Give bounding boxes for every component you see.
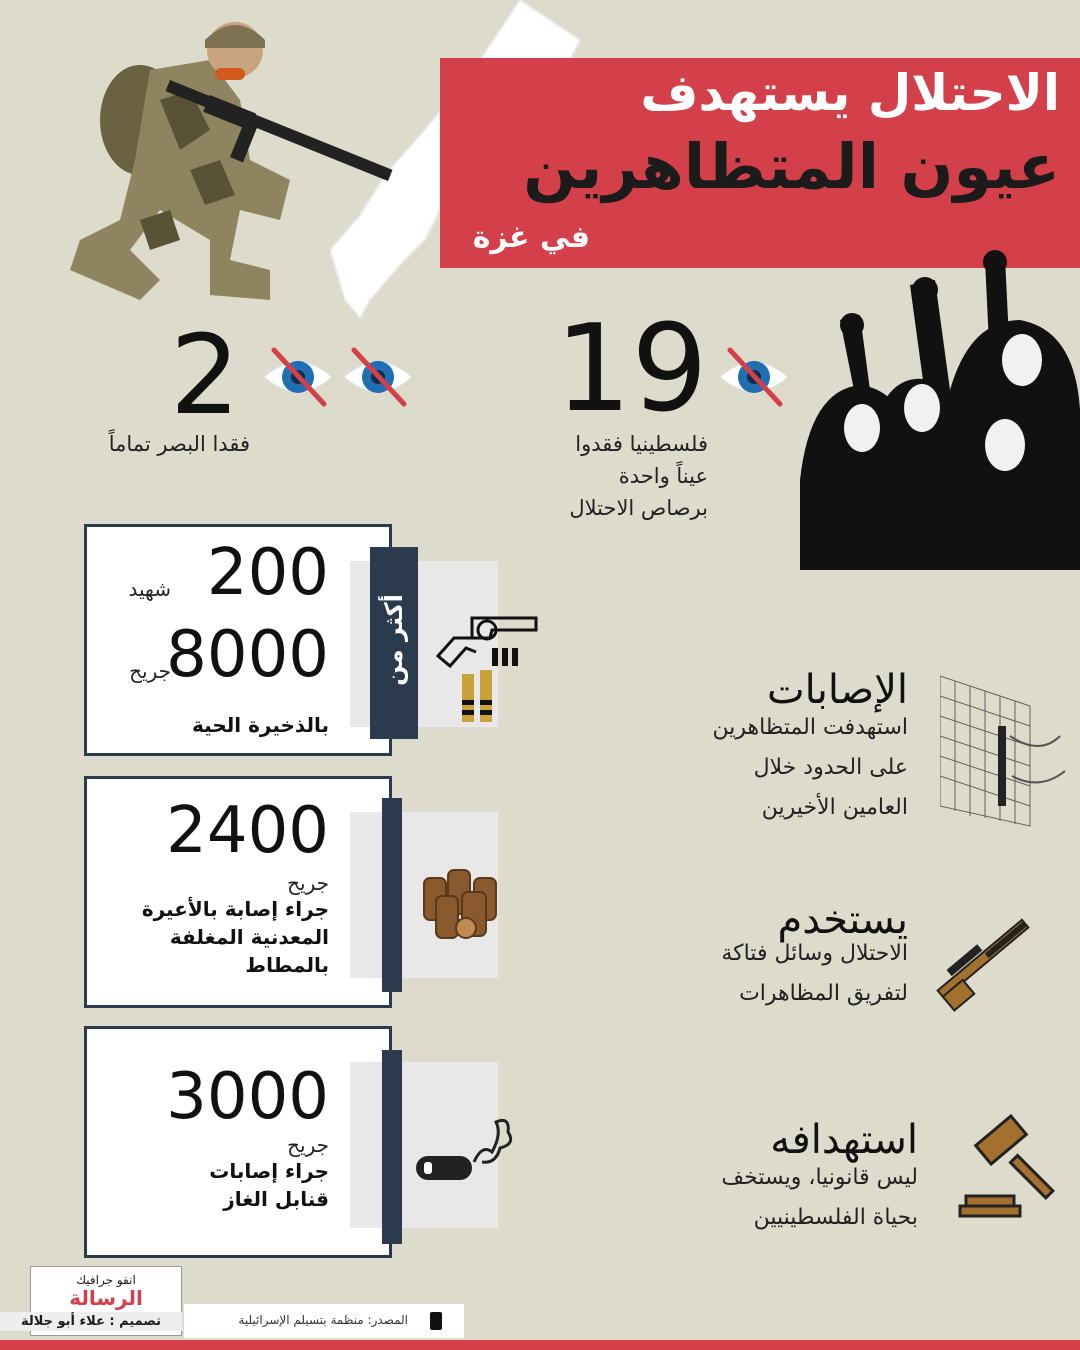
card-accent-bar xyxy=(382,798,402,992)
barbed-fence-icon xyxy=(940,666,1070,832)
title-line-2: عيون المتظاهرين xyxy=(523,130,1060,203)
section-line: الاحتلال وسائل فتاكة xyxy=(721,941,908,966)
lost-one-eye-caption xyxy=(480,428,708,524)
lost-sight-number: 2 xyxy=(170,311,240,439)
killed-number: 200 xyxy=(206,536,329,610)
source-text: المصدر: منظمة بتسيلم الإسرائيلية xyxy=(238,1313,408,1327)
gas-label: جريح xyxy=(287,1133,329,1157)
caption-line: جراء إصابات xyxy=(209,1159,329,1183)
document-icon xyxy=(430,1312,442,1330)
live-ammo-card xyxy=(84,524,392,756)
gavel-icon xyxy=(958,1114,1068,1220)
rubber-bullets-icon xyxy=(418,862,508,946)
caption-line: المعدنية المغلفة xyxy=(169,925,329,949)
crossed-eye-icon xyxy=(262,342,334,412)
lost-one-eye-number: 19 xyxy=(555,300,708,439)
gas-card xyxy=(84,1026,392,1258)
bottom-red-strip xyxy=(0,1340,1080,1350)
caption-line: فلسطينيا فقدوا xyxy=(575,432,708,456)
brand-top-label: انفو جرافيك xyxy=(76,1273,136,1287)
title-line-1: الاحتلال يستهدف xyxy=(640,64,1060,122)
live-ammo-caption: بالذخيرة الحية xyxy=(192,713,329,737)
title-line-3: في غزة xyxy=(472,220,590,255)
rubber-label: جريح xyxy=(287,871,329,895)
targeting-title: استهدافه xyxy=(770,1117,918,1163)
crossed-eye-icon xyxy=(718,342,790,412)
section-line: بحياة الفلسطينيين xyxy=(753,1205,918,1230)
revolver-icon xyxy=(432,608,540,726)
section-line: على الحدود خلال xyxy=(753,755,908,780)
caption-line: جراء إصابة بالأعيرة xyxy=(141,897,329,921)
caption-line: عيناً واحدة xyxy=(618,464,708,488)
title-banner xyxy=(440,58,1080,268)
injuries-title: الإصابات xyxy=(766,667,908,713)
uses-title: يستخدم xyxy=(777,897,908,943)
targeting-text xyxy=(721,1158,918,1238)
caption-line: بالمطاط xyxy=(245,953,329,977)
section-line: ليس قانونيا، ويستخف xyxy=(721,1165,918,1190)
source-box xyxy=(184,1304,464,1338)
rubber-caption xyxy=(142,895,329,979)
designer-credit: تصميم : علاء أبو جلالة xyxy=(0,1312,182,1331)
more-than-label: أكثر من xyxy=(380,594,408,686)
gas-caption xyxy=(209,1157,329,1213)
wounded-label: جريح xyxy=(129,659,171,683)
caption-line: قنابل الغاز xyxy=(223,1187,329,1211)
killed-label: شهيد xyxy=(128,577,171,601)
sniper-rifle-icon xyxy=(928,904,1038,1014)
section-line: لتفريق المظاهرات xyxy=(739,981,908,1006)
crossed-eye-icon xyxy=(342,342,414,412)
protesters-illustration xyxy=(800,240,1080,570)
brand-logo: الرسالة xyxy=(69,1286,143,1310)
caption-line: برصاص الاحتلال xyxy=(569,496,708,520)
rubber-bullets-card xyxy=(84,776,392,1008)
lost-sight-caption: فقدا البصر تماماً xyxy=(108,432,250,456)
soldier-illustration xyxy=(40,10,420,310)
card-accent-bar xyxy=(382,1050,402,1244)
injuries-text xyxy=(712,708,908,828)
uses-text xyxy=(721,934,908,1014)
gas-number: 3000 xyxy=(166,1060,329,1134)
wounded-number: 8000 xyxy=(166,618,329,692)
section-line: استهدفت المتظاهرين xyxy=(712,715,908,740)
gas-canister-icon xyxy=(412,1104,516,1188)
rubber-number: 2400 xyxy=(166,794,329,868)
section-line: العامين الأخيرين xyxy=(761,795,908,820)
